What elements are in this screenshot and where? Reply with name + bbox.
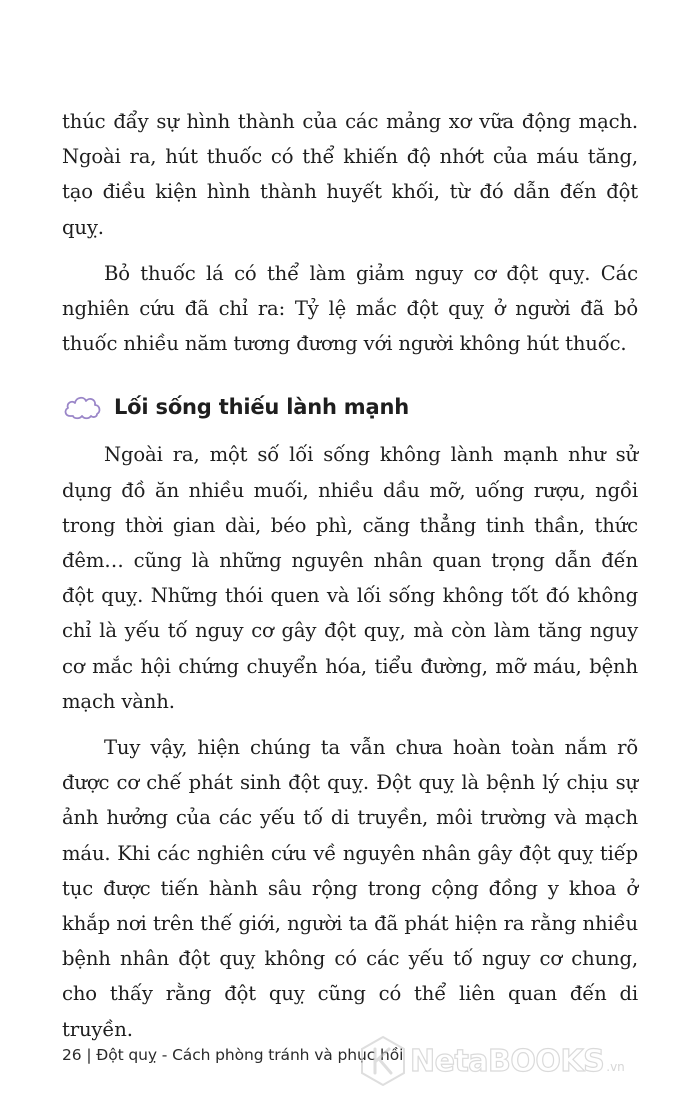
page-body [62, 104, 638, 1047]
paragraph-3: Ngoài ra, một số lối sống không lành mạnh như sử dụng đồ ăn nhiều muối, nhiều dầu mỡ, uống rượu, ngồi trong thời gian dài, béo phì, căng thẳng tinh thần, thức đêm… cũng là những nguyên nhân quan trọng dẫn đến đột quỵ. Những thói quen và lối sống không tốt đó không chỉ là yếu tố nguy cơ gây đột quỵ, mà còn làm tăng nguy cơ mắc hội chứng chuyển hóa, tiểu đường, mỡ máu, bệnh mạch vành. [62, 443, 638, 713]
cloud-icon [62, 392, 102, 422]
watermark-suffix: .vn [606, 1060, 625, 1074]
paragraph-1: thúc đẩy sự hình thành của các mảng xơ vữa động mạch. Ngoài ra, hút thuốc có thể khiến độ nhớt của máu tăng, tạo điều kiện hình thành huyết khối, từ đó dẫn đến đột quỵ. [62, 110, 638, 239]
section-heading-text: Lối sống thiếu lành mạnh [114, 395, 409, 420]
paragraph-2: Bỏ thuốc lá có thể làm giảm nguy cơ đột quỵ. Các nghiên cứu đã chỉ ra: Tỷ lệ mắc đột quỵ ở người đã bỏ thuốc nhiều năm tương đương với người không hút thuốc. [62, 261, 638, 356]
section-heading [62, 389, 638, 425]
k-logo-icon [360, 1035, 406, 1087]
watermark [360, 1035, 625, 1087]
paragraph-4: Tuy vậy, hiện chúng ta vẫn chưa hoàn toàn nắm rõ được cơ chế phát sinh đột quỵ. Đột quỵ là bệnh lý chịu sự ảnh hưởng của các yếu tố di truyền, môi trường và mạch máu. Khi các nghiên cứu về nguyên nhân gây đột quỵ tiếp tục được tiến hành sâu rộng trong cộng đồng y khoa ở khắp nơi trên thế giới, người ta đã phát hiện ra rằng nhiều bệnh nhân đột quỵ không có các yếu tố nguy cơ chung, cho thấy rằng đột quỵ cũng có thể liên quan đến di truyền. [62, 736, 638, 1041]
running-footer: 26 | Đột quỵ - Cách phòng tránh và phục hồi [62, 1046, 404, 1064]
watermark-brand: NetaBOOKS [410, 1043, 605, 1079]
